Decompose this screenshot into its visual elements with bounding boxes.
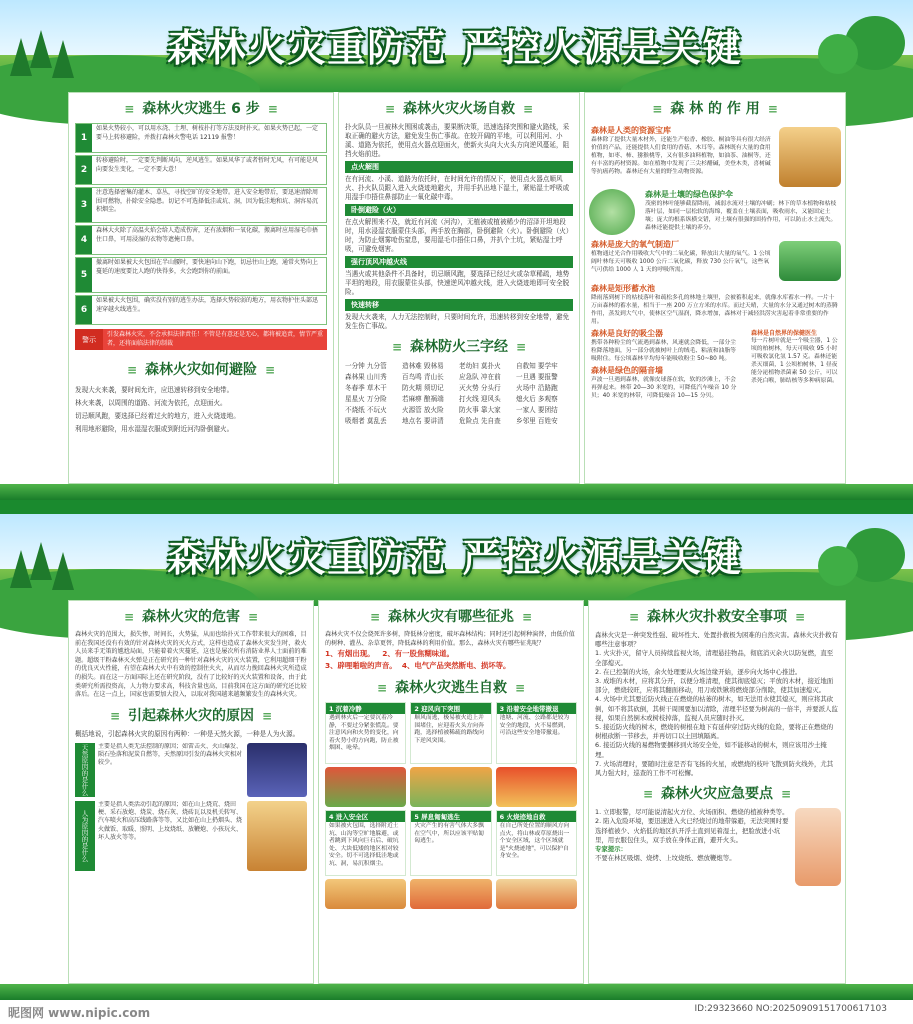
aside-text: 每一片树叶就是一个吸尘器，1 公顷的柏树林，每天可吸收 95 小时可吸收氯化氢 1.57 克。森林还能杀灭细菌，1 公顷柏树林，1 昼夜能分泌植物杀菌素 50 公斤，可以杀死白喉，肺结核等多种病原菌。 [751, 338, 838, 384]
role-text: 声波一旦遇到森林，就像皮球落在软，软的沙滩上，不会再弹起来。林带 20—30 米宽的，可降低汽车噪音 10 分贝；40 米宽的林带，可降低噪音 10—15 分贝。 [591, 377, 737, 399]
section-heading: ≡ 森林火灾逃生自救 ≡ [319, 676, 583, 700]
safety-item: 5. 接近防火线的树木，燃烧的树根在地下有延伸穿过防火线的危险，要将正在燃烧的树根砍断一节移去，并再切口以土回填隔离。 [595, 723, 834, 741]
method-bar: 点火解围 [345, 161, 573, 173]
phone-caller-illustration [795, 808, 841, 886]
section-heading: ≡ 引起森林火灾的原因 ≡ [69, 704, 313, 728]
role-text: 携带各种粉尘的气流遇到森林，风速就会降低，一部分尘粒降落地面，另一部分就被树叶上的绒毛、粘液和油脂等吸附住。每公顷森林平均每年能吸收粉尘 50~80 吨。 [591, 340, 736, 362]
rescue-illustration [496, 767, 577, 807]
panel-danger-causes [68, 600, 314, 984]
safety-item: 3. 成堆的木材，应将其分开，以便分堆清理，使其彻底熄灭；平放的木材，接近地面部分，燃烧较旺，应将其翻面移动，用刀或铁锹将燃烧部分削除，使其加速熄灭。 [595, 677, 834, 695]
section-heading: ≡ 森林火灾逃生 6 步 ≡ [69, 97, 333, 121]
watermark-id: ID:29323660 NO:20250909151700617103 [691, 1004, 892, 1014]
section-heading: ≡ 森林火灾的危害 ≡ [69, 605, 313, 629]
rescue-card: 2 迎风向下突围 顺风而逃，极易被火追上并围堵住，应迎着火头方向奔跑，选择植被稀疏的路线向下逆风突围。 [410, 702, 491, 764]
campfire-illustration [247, 801, 307, 871]
signs-intro: 森林火灾不仅会烧死许多树，降低林分密度，破坏森林结构；同时还引起树种演替，由低价值的树种、灌丛、杂草更替，降低森林的利用价值。那么，森林火灾有哪些征兆呢？ [325, 631, 575, 647]
rescue-illustrations-row [319, 879, 583, 909]
watermark-site: 昵图网 www.nipic.com [8, 1006, 151, 1020]
method-text: 在有河流、小溪、道路为依托时，在时间允许的情况下，使用点火器点顺风火、扑火队员跟入进入火烧迹地避火，并用手扒出地下湿土，紧贴湿土呼吸或用湿手巾捂住鼻部防止一氧化碳中毒。 [345, 175, 570, 201]
role-title: 森林是庞大的氧气制造厂 [591, 240, 679, 249]
poster-board-top [0, 0, 913, 500]
rescue-illustration [496, 879, 577, 909]
escape-step: 5 撤离时如果被大火包围在半山腰时，要快速向山下跑，切忌往山上跑，通常火势向上蔓延的速度要比人跑的快得多，火会跑到你的前面。 [75, 257, 327, 293]
role-text: 植物通过光合作用吸收大气中的二氧化碳，释放出大量的氧气。1 公顷阔叶林每天可吸收 1000 公斤二氧化碳，释放 730 公斤氧气，这些氧气可供给 1000 人 1 天的呼吸所需。 [591, 251, 771, 273]
rescue-card: 4 进入安全区 如果被火包围，选择附近土坑、山沟等空旷地躲避，或者跳到下风向巨石后、破坑处、大块低矮的地区相对较安全。切不可选择低洼地或坑、洞，易沉积烟尘。 [325, 810, 406, 876]
fire-scene-intro: 扑火队员一旦被林火围困或袭击，要果断决策，迅速选择突围和避火路线，采取正确的避火方法，避免发生伤亡事故。在较开阔的平地，可以利用河、小溪、道路为依托，使用点火器点迎面火，使新火头向大火头方向逆风蔓延，阻挡火焰前进。 [345, 123, 570, 158]
warning-label: 警示 [75, 329, 103, 350]
escape-step: 1 如果火势较小，可以用水浇、土埋、树枝扑打等方法及时扑灭。如果火势已起，一定要马上转移避险，并拨打森林火警电话 12119 报警！ [75, 123, 327, 153]
three-char-grid: 一分钟 九分管 森林果 山川秀 冬春季 草木干 星星火 万分险 不烧纸 不玩火 吸烟者 莫乱丢 造林难 毁林易 百鸟鸣 青山长 防火期 须切记 若麻痹 酿祸端 火源管 放火险 地点名 要讲清 老幼妇 莫扑火 应急队 冲在前 灭火势 分头行 打火线 迎风头 防火事 靠大家 危险点 先自查 自救知 要学牢 一旦遇 要报警 火场中 沿路跑 熄火后 多观察 一家人 要团结 乡邻里 百姓安 [345, 362, 558, 425]
role-text: 降雨落到树下的枯枝落叶和疏松多孔的林地土壤里，会被蓄积起来，就像水库蓄水一样。一片十万亩森林的蓄水量，相当于一座 200 万立方米的水库。而过天晴，大量的水分又通过树木的蒸腾作用，蒸发到大气中，使林区空气湿润，降水增加，森林对于减轻洪涝灾害起着非常重要的作用。 [591, 295, 838, 325]
danger-text: 森林火灾的范围大，损失惨，时间长，火势猛，从而也给扑灭工作带来很大的困难，目前在我国还没有有效的针对森林火灾的灭火方式，这样也造成了森林火灾发生时，救火人员来手无策的尴尬局面，只能着着火灾蔓延，这也是屡次所有消防业界人士面前的难题。超级干粉森林灭火弹是正在研究的一种针对森林火灾的灭火装置，它利用超细干粉的优良灭火性能，有望在森林大火中有效的控制住火火，从而尽力挽回森林火灾所造成的损失。而在这一方面国际上还在研究阶段，没有了比较好的灭火装置和设备，由于此类研究所需投资高，人力物力要求高，科技含量也高，目前我国在这方面的研究还比较落后。在这一点上，国家也需要加大投入，以取对我国越来越频繁发生的森林火灾。 [75, 631, 307, 699]
rescue-card: 5 屏息匍匐逃生 火灾产生的有害气体大多飘在空气中，所以应该平贴匍匐逃生。 [410, 810, 491, 876]
page-title: 森林火灾重防范 严控火源是关键 [167, 26, 743, 70]
causes-intro: 概括地说，引起森林火灾的原因有两种：一种是天然火源，一种是人为火源。 [75, 729, 300, 738]
method-text: 在点火解围来不及，就近有河流（河沟），无植被或植被稀少的沼泽开坦地段时，用水浸湿衣服蒙住头部，两手放在胸部，卧倒避险（火）。卧倒避险（火）时，为防止烟雾呛伤窒息，要用湿毛巾捂住口鼻，并扒个土坑，紧贴湿土呼吸，可避免烟害。 [345, 218, 573, 253]
safety-intro: 森林火灾是一种突发性强、破坏性大、处置扑救极为困难的自然灾害。森林火灾扑救有哪些注意事项？ [595, 631, 838, 649]
rescue-illustration [325, 767, 406, 807]
safety-item: 6. 接近防火线的易燃物要捆移到火场安全处，如不能移动的树木，则应该用沙土掩埋。 [595, 741, 827, 759]
poster-board-bottom [0, 514, 913, 1000]
avoid-line: 发现大火来袭，要时间允许，应迅速转移到安全地带。 [75, 386, 234, 394]
panel-forest-role [584, 92, 846, 484]
rescue-card: 3 沿着安全地带撤退 池塘、河流、公路都是较为安全的地段，火不易燃到，可沿这些安全地带撤退。 [496, 702, 577, 764]
method-bar: 快速转移 [345, 299, 573, 311]
aside-title: 森林是自然界的保健医生 [751, 330, 818, 337]
lightning-illustration [247, 743, 307, 797]
forest-animals-illustration [779, 127, 841, 187]
emergency-item: 1. 立即报警，尽可能说清起火方位、火场面积、燃烧的植被种类等。 [595, 808, 789, 817]
safety-item: 2. 在已控制的火场，余火处理要从火场边缘开始，逐步向火场中心推进。 [595, 667, 802, 676]
tip-label: 专家提示： [595, 845, 627, 854]
header-banner [0, 0, 913, 92]
panel-signs-rescue [318, 600, 584, 984]
method-bar: 卧倒避险（火） [345, 204, 573, 216]
method-text: 发现大火袭来，人力无法控制时，只要时间允许，迅速转移到安全地带，避免发生伤亡事故。 [345, 313, 570, 330]
cause-natural: 天然原因的是什么 主要是指人类无法控制的原因；如雷击火、火山爆发、陨石坠落和泥炭自燃等，天然原因引发的森林火灾相对较少。 [75, 743, 307, 797]
role-title: 森林是矩形蓄水池 [591, 284, 655, 293]
warning-text: 引发森林火灾，不会承担法律责任！不管是有意还是无心，都将被追责，情节严重者，还将面临法律的制裁 [103, 329, 327, 350]
rescue-illustration [410, 879, 491, 909]
escape-step: 2 转移避险时，一定要先判断风向，逆风逃生。如果风华了或者暂时无风，有可能是风向要发生变化，一定不要大意！ [75, 155, 327, 185]
emergency-item: 2. 陷入危险环境，要迅速进入火已经烧过的地带躲避，无法突围时要选择植被少、火焰低的地区扒开浮土直到见着湿土，把脸放进小坑里，用衣服包住头，双手放在身体正面，避开火头。 [595, 817, 789, 844]
header-banner [0, 514, 913, 606]
rescue-illustration [410, 767, 491, 807]
rescue-card: 6 火烧迹地自救 在自己所处位置的顺风方向点火，将山林或草原烧出一个安全区域，这个区域就是"火烧迹地"，可以保护自身安全。 [496, 810, 577, 876]
panel-fire-scene [338, 92, 580, 484]
footer-band [0, 484, 913, 500]
safety-item: 1. 火灾扑灭，留守人员持续监视火场，清理悬挂物品，彻底消灭余火以防复燃，直至全部熄灭。 [595, 649, 834, 667]
oxygen-cycle-illustration [779, 241, 841, 281]
panel-safety-emergency [588, 600, 846, 984]
escape-step: 4 森林大火除了高温火焰会给人造成伤害，还有浓烟和一氧化碳，搬离时应用湿毛巾捂住口鼻，可用浸湿的衣物等遮掩口鼻。 [75, 225, 327, 255]
section-heading: ≡ 森林火灾扑救安全事项 ≡ [589, 605, 845, 629]
warning-box [75, 329, 327, 350]
role-text: 茂密的林叶能够截留降雨，减弱水流对土壤的冲刷；林下的草本植物和枯枝落叶层，如同一层松软的海绵，覆盖在土壤表面，吸收雨水，又能固定土壤；庞大的根系纵横交错，对土壤有很强的固持作用，可以防止水土流失。森林还能提供土壤的养分。 [645, 201, 837, 231]
board-divider [0, 500, 913, 514]
role-title: 森林是绿色的隔音墙 [591, 366, 663, 375]
role-title: 森林是良好的吸尘器 [591, 329, 663, 338]
signs-list: 1、有烟出现。 2、有一股焦糊味道。 3、辟哩啪啦的声音。 4、电气产品突然断电、损坏等。 [325, 649, 511, 671]
rescue-illustration [325, 879, 406, 909]
role-title: 森林是土壤的绿色保护伞 [645, 190, 733, 199]
safety-item: 7. 火场清理时，要随时注意是否有飞扬的火星，或燃烧的枝叶飞散到防火线外，尤其风力强大时，巡查的工作不可松懈。 [595, 759, 834, 778]
section-heading: ≡ 森林火灾火场自救 ≡ [339, 97, 579, 121]
avoid-line: 林火来袭，以周围的道路、河流为依托，点迎面火。 [75, 399, 227, 407]
panel-escape-steps [68, 92, 334, 484]
avoid-line: 利用地形避险，用水湿湿衣服或到附近河沟卧倒避火。 [75, 425, 234, 433]
method-text: 当遇火或其他条件不具备时，切忌顺风跑，要选择已经过火或杂草稀疏，地势平坦的地段，用衣服蒙住头部，快速逆风冲越火线，进入火烧迹地即可安全脱险。 [345, 270, 570, 296]
cause-human: 人为原因的是什么 主要是指人类活动引起的原因；如在山上烧荒、烧田梗、采石放炮、烧炭、烧石灰、烧砖瓦以及机关转写、汽车喷火和高压线路落等等，又比如在山上扔烟头、烧火做饭、取暖、照明、上坟烧纸、放鞭炮、小孩玩火、坏人放火等等。 [75, 801, 307, 871]
page-title: 森林火灾重防范 严控火源是关键 [167, 536, 743, 580]
section-heading: ≡ 森 林 的 作 用 ≡ [585, 97, 845, 121]
section-heading: ≡ 森林火灾如何避险 ≡ [69, 358, 333, 382]
role-title: 森林是人类的资源宝库 [591, 126, 671, 135]
rescue-card: 1 沉着冷静 遇到林火后一定要沉着冷静，不要过分紧张慌乱。要注意风向和火势的变化，向着火势小的方向跑，防止被烟困、呛晕。 [325, 702, 406, 764]
section-heading: ≡ 森林防火三字经 ≡ [339, 335, 579, 359]
footer-band [0, 984, 913, 1000]
rescue-grid [319, 810, 583, 876]
tip-text: 不要在林区吸烟、烧烤、上坟烧纸、燃放鞭炮等。 [595, 854, 736, 863]
rescue-grid [319, 702, 583, 764]
method-bar: 强行顶风冲越火线 [345, 256, 573, 268]
safety-item: 4. 火场中尤其要近防火线正在燃烧的枯萎的树木，如无法用水使其熄灭，则应将其砍倒，如不将其砍倒，其树干周围要加以清除，清理半径要为树高的一倍半，并要派人监视，如果自然倒木或树枝掉落，监视人员应随时扑灭。 [595, 695, 838, 722]
section-heading: ≡ 森林火灾有哪些征兆 ≡ [319, 605, 583, 629]
escape-step: 3 注意选择密集的灌木、草丛，寻找空旷的安全地带。进入安全地带后，要迅速清除周围可燃物，扑除安全隐患。切记不可选择低洼或坑、洞，因为低洼地和坑、洞容易沉积烟尘。 [75, 187, 327, 223]
role-text: 森林除了提供大量木材外，还能生产松香、橡胶、桐油等具有很大经济价值的产品，还能提供人们食用的香菇、木耳等。森林既有大量的食用植物，如枣、柿、猕猴桃等，又有很多油料植物，如油茶、油桐等，还有丰富的药材资源。如在植物中发现了三尖杉醋碱，美登木类，喜树碱等抗癌药物。森林还有大量的野生动物资源。 [591, 137, 771, 175]
avoid-line: 切忌顺风跑，要选择已经着过火的地方，进入火烧迹地。 [75, 412, 240, 420]
rescue-illustrations-row [319, 767, 583, 807]
section-heading: ≡ 森林火灾应急要点 ≡ [589, 782, 845, 806]
tree-globe-icon [589, 189, 635, 235]
escape-step: 6 如果被大火包围，确实没有别的逃生办法，选择火势较弱的地方，用衣物护住头部迅速穿越火线逃生。 [75, 295, 327, 325]
